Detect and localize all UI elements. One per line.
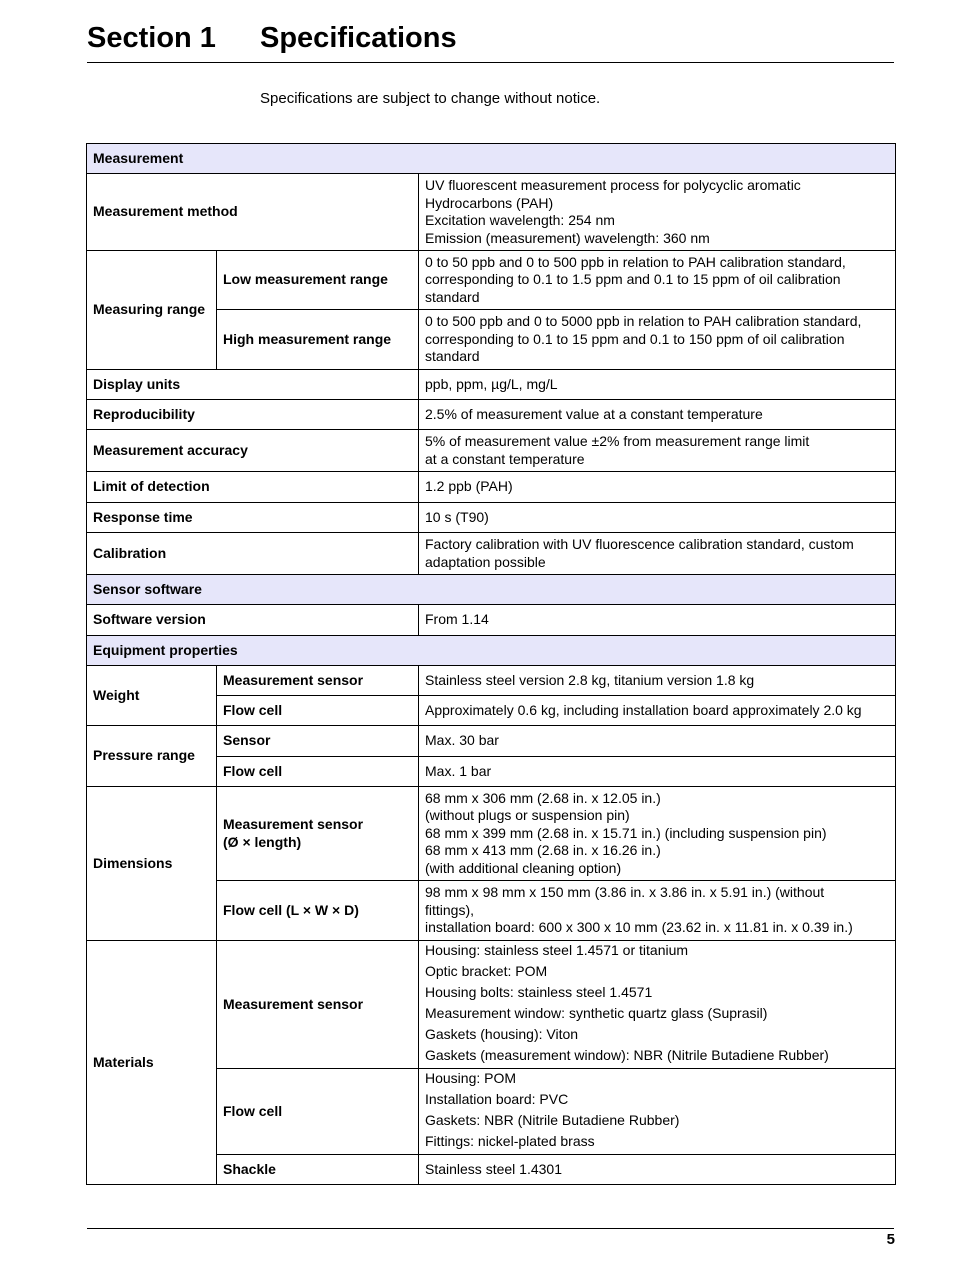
- text-line: 0 to 500 ppb and 0 to 5000 ppb in relation to PAH calibration standard,: [425, 313, 862, 330]
- shackle-value: Stainless steel 1.4301: [419, 1155, 896, 1185]
- text-line: Hydrocarbons (PAH): [425, 194, 554, 211]
- materials-sensor-label: Measurement sensor: [217, 941, 419, 1069]
- table-row: [87, 251, 896, 310]
- measurement-section-heading: Measurement: [87, 144, 896, 174]
- response-time-value: 10 s (T90): [419, 503, 896, 533]
- specifications-table: [86, 143, 896, 1185]
- materials-label: Materials: [87, 941, 217, 1185]
- detection-label: Limit of detection: [87, 472, 419, 503]
- table-row: [87, 144, 896, 174]
- table-row: [87, 370, 896, 400]
- reproducibility-value: 2.5% of measurement value at a constant temperature: [419, 400, 896, 430]
- pressure-flow-value: Max. 1 bar: [419, 757, 896, 787]
- high-range-value: [419, 310, 896, 370]
- equipment-section-heading: Equipment properties: [87, 636, 896, 666]
- text-line: Housing: POM: [425, 1070, 517, 1086]
- high-range-label: High measurement range: [217, 310, 419, 370]
- table-row: [87, 636, 896, 666]
- table-row: [87, 787, 896, 881]
- text-line: fittings),: [425, 901, 475, 918]
- text-line: 68 mm x 399 mm (2.68 in. x 15.71 in.) (including suspension pin): [425, 824, 827, 841]
- dimensions-flow-value: [419, 881, 896, 941]
- calibration-label: Calibration: [87, 533, 419, 575]
- software-version-value: From 1.14: [419, 605, 896, 636]
- text-line: UV fluorescent measurement process for polycyclic aromatic: [425, 177, 801, 193]
- table-row: [87, 174, 896, 251]
- table-row: [87, 941, 896, 1069]
- display-units-value: ppb, ppm, µg/L, mg/L: [419, 370, 896, 400]
- table-row: [87, 503, 896, 533]
- text-line: installation board: 600 x 300 x 10 mm (23.62 in. x 11.81 in. x 0.39 in.): [425, 919, 853, 936]
- weight-flow-label: Flow cell: [217, 696, 419, 726]
- measuring-range-label: Measuring range: [87, 251, 217, 370]
- footer-rule: [87, 1228, 894, 1229]
- response-time-label: Response time: [87, 503, 419, 533]
- text-line: 0 to 50 ppb and 0 to 500 ppb in relation to PAH calibration standard,: [425, 253, 846, 270]
- dimensions-sensor-label: [217, 787, 419, 881]
- pressure-sensor-value: Max. 30 bar: [419, 726, 896, 757]
- pressure-sensor-label: Sensor: [217, 726, 419, 757]
- table-row: [87, 430, 896, 472]
- weight-sensor-value: Stainless steel version 2.8 kg, titanium version 1.8 kg: [419, 666, 896, 696]
- table-row: [87, 400, 896, 430]
- dimensions-label: Dimensions: [87, 787, 217, 941]
- text-line: Housing: stainless steel 1.4571 or titanium: [425, 942, 689, 958]
- text-line: Measurement sensor: [223, 816, 364, 832]
- section-heading: [87, 18, 894, 63]
- text-line: adaptation possible: [425, 553, 546, 570]
- table-row: [87, 666, 896, 696]
- materials-flow-value: [419, 1069, 896, 1155]
- text-line: (Ø × length): [223, 833, 302, 850]
- text-line: Excitation wavelength: 254 nm: [425, 212, 615, 228]
- text-line: Gaskets (housing): Viton: [425, 1026, 579, 1042]
- low-range-value: [419, 251, 896, 310]
- software-version-label: Software version: [87, 605, 419, 636]
- materials-flow-label: Flow cell: [217, 1069, 419, 1155]
- text-line: Emission (measurement) wavelength: 360 nm: [425, 229, 710, 246]
- weight-flow-value: Approximately 0.6 kg, including installation board approximately 2.0 kg: [419, 696, 896, 726]
- text-line: at a constant temperature: [425, 450, 585, 467]
- text-line: Gaskets (measurement window): NBR (Nitrile Butadiene Rubber): [425, 1047, 829, 1063]
- section-number: Section 1: [87, 22, 216, 54]
- weight-sensor-label: Measurement sensor: [217, 666, 419, 696]
- text-line: corresponding to 0.1 to 1.5 ppm and 0.1 to 15 ppm of oil calibration: [425, 271, 841, 288]
- text-line: (with additional cleaning option): [425, 859, 622, 876]
- text-line: Installation board: PVC: [425, 1091, 569, 1107]
- dimensions-sensor-value: [419, 787, 896, 881]
- text-line: 98 mm x 98 mm x 150 mm (3.86 in. x 3.86 in. x 5.91 in.) (without: [425, 884, 825, 901]
- text-line: Fittings: nickel-plated brass: [425, 1133, 595, 1149]
- display-units-label: Display units: [87, 370, 419, 400]
- accuracy-label: Measurement accuracy: [87, 430, 419, 472]
- software-section-heading: Sensor software: [87, 575, 896, 605]
- section-title: Specifications: [260, 22, 457, 54]
- low-range-label: Low measurement range: [217, 251, 419, 310]
- text-line: (without plugs or suspension pin): [425, 807, 630, 824]
- text-line: Optic bracket: POM: [425, 963, 548, 979]
- intro-text: Specifications are subject to change without notice.: [260, 90, 601, 107]
- weight-label: Weight: [87, 666, 217, 726]
- pressure-flow-label: Flow cell: [217, 757, 419, 787]
- calibration-value: [419, 533, 896, 575]
- accuracy-value: [419, 430, 896, 472]
- text-line: standard: [425, 288, 480, 305]
- table-row: [87, 472, 896, 503]
- table-row: [87, 605, 896, 636]
- text-line: Factory calibration with UV fluorescence calibration standard, custom: [425, 536, 854, 552]
- table-row: [87, 533, 896, 575]
- text-line: corresponding to 0.1 to 15 ppm and 0.1 to 150 ppm of oil calibration: [425, 330, 845, 347]
- materials-sensor-value: [419, 941, 896, 1069]
- text-line: Measurement window: synthetic quartz glass (Suprasil): [425, 1005, 768, 1021]
- text-line: 5% of measurement value ±2% from measurement range limit: [425, 433, 810, 449]
- table-row: [87, 726, 896, 757]
- reproducibility-label: Reproducibility: [87, 400, 419, 430]
- dimensions-flow-label: Flow cell (L × W × D): [217, 881, 419, 941]
- page-number: 5: [886, 1231, 895, 1248]
- measurement-method-value: [419, 174, 896, 251]
- text-line: 68 mm x 413 mm (2.68 in. x 16.26 in.): [425, 842, 661, 859]
- text-line: 68 mm x 306 mm (2.68 in. x 12.05 in.): [425, 789, 661, 806]
- measurement-method-label: Measurement method: [87, 174, 419, 251]
- pressure-label: Pressure range: [87, 726, 217, 787]
- text-line: Housing bolts: stainless steel 1.4571: [425, 984, 653, 1000]
- detection-value: 1.2 ppb (PAH): [419, 472, 896, 503]
- shackle-label: Shackle: [217, 1155, 419, 1185]
- text-line: standard: [425, 348, 480, 365]
- table-row: [87, 575, 896, 605]
- text-line: Gaskets: NBR (Nitrile Butadiene Rubber): [425, 1112, 680, 1128]
